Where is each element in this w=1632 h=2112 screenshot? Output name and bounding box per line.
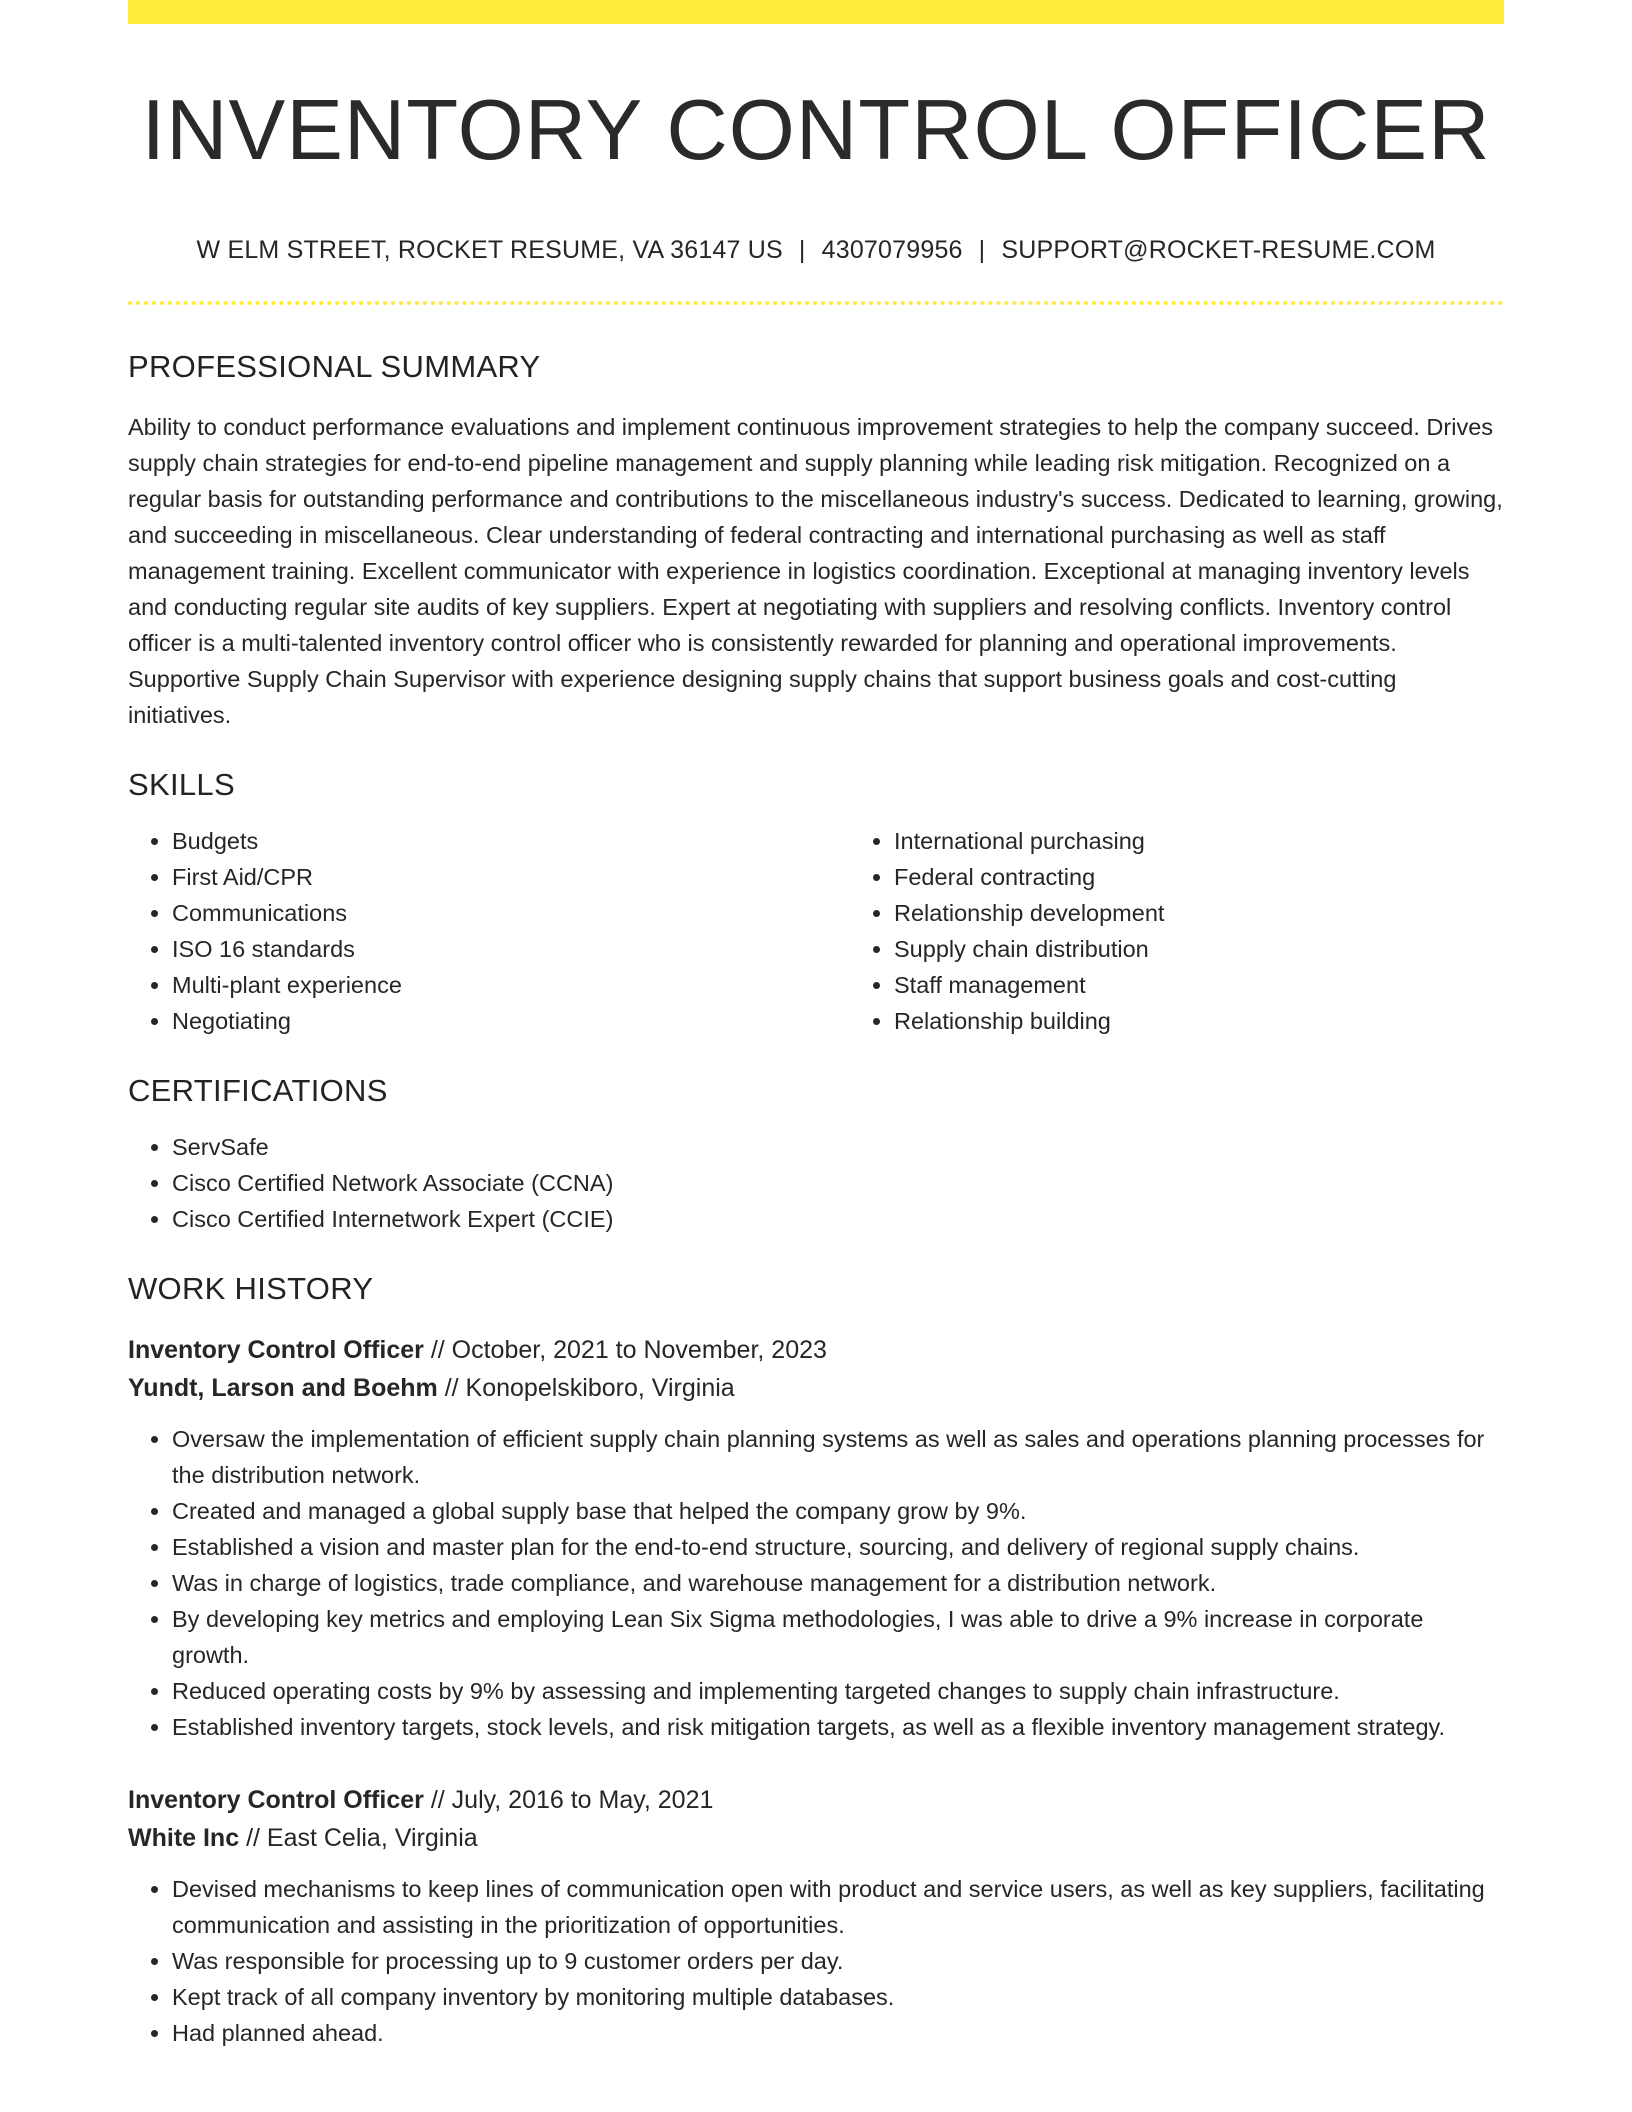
summary-heading: PROFESSIONAL SUMMARY <box>128 348 541 384</box>
contact-separator: | <box>798 235 806 264</box>
skill-item: • Communications <box>172 895 850 931</box>
skill-item: • Relationship development <box>894 895 1504 931</box>
summary-text: Ability to conduct performance evaluations and implement continuous improvement strategies to help the company succeed. Drives supply chain strategies for end-to-end pipeline management and supply planning while leading risk mitigation. Recognized on a regular basis for outstanding performance and contributions to the miscellaneous industry's success. Dedicated to learning, growing, and succeeding in miscellaneous. Clear understanding of federal contracting and international purchasing as well as staff management training. Excellent communicator with experience in logistics coordination. Exceptional at managing inventory levels and conducting regular site audits of key suppliers. Expert at negotiating with suppliers and resolving conflicts. Inventory control officer is a multi-talented inventory control officer who is consistently rewarded for planning and operational improvements. Supportive Supply Chain Supervisor with experience designing supply chains that support business goals and cost-cutting initiatives. <box>128 413 1503 728</box>
job-entry <box>128 1331 1504 1745</box>
job-title-line <box>128 1781 1504 1819</box>
accent-top-bar <box>128 0 1504 24</box>
job-bullet: • Established inventory targets, stock levels, and risk mitigation targets, as well as a flexible inventory management strategy. <box>172 1709 1504 1745</box>
certification-item: • ServSafe <box>172 1129 1504 1165</box>
job-bullets <box>128 1871 1504 2051</box>
contact-address: W ELM STREET, ROCKET RESUME, VA 36147 US <box>196 235 783 264</box>
job-title: Inventory Control Officer <box>128 1785 424 1814</box>
job-bullet: • Reduced operating costs by 9% by assessing and implementing targeted changes to supply chain infrastructure. <box>172 1673 1504 1709</box>
skill-item: • ISO 16 standards <box>172 931 850 967</box>
work-history-heading: WORK HISTORY <box>128 1270 374 1306</box>
skill-item: • Budgets <box>172 823 850 859</box>
certifications-heading: CERTIFICATIONS <box>128 1072 388 1108</box>
skill-item: • Supply chain distribution <box>894 931 1504 967</box>
contact-email: SUPPORT@ROCKET-RESUME.COM <box>1001 235 1436 264</box>
resume-name-title: INVENTORY CONTROL OFFICER <box>141 83 1491 178</box>
company-location: // Konopelskiboro, Virginia <box>444 1373 735 1402</box>
skill-item: • First Aid/CPR <box>172 859 850 895</box>
contact-phone: 4307079956 <box>821 235 963 264</box>
job-bullet: • Oversaw the implementation of efficient supply chain planning systems as well as sales and operations planning processes for the distribution network. <box>172 1421 1504 1493</box>
job-bullet: • By developing key metrics and employing Lean Six Sigma methodologies, I was able to drive a 9% increase in corporate growth. <box>172 1601 1504 1673</box>
skill-item: • International purchasing <box>894 823 1504 859</box>
dotted-divider <box>128 301 1504 305</box>
company-name: White Inc <box>128 1823 240 1852</box>
contact-separator: | <box>978 235 986 264</box>
job-entry <box>128 1781 1504 2051</box>
job-bullet: • Was responsible for processing up to 9 customer orders per day. <box>172 1943 1504 1979</box>
skills-list-left <box>128 823 850 1039</box>
job-bullet: • Was in charge of logistics, trade compliance, and warehouse management for a distribution network. <box>172 1565 1504 1601</box>
skill-item: • Staff management <box>894 967 1504 1003</box>
skill-item: • Multi-plant experience <box>172 967 850 1003</box>
certifications-list <box>128 1129 1504 1237</box>
skill-item: • Negotiating <box>172 1003 850 1039</box>
job-bullet: • Kept track of all company inventory by monitoring multiple databases. <box>172 1979 1504 2015</box>
company-line <box>128 1369 1504 1407</box>
job-title: Inventory Control Officer <box>128 1335 424 1364</box>
job-bullets <box>128 1421 1504 1745</box>
job-dates: // October, 2021 to November, 2023 <box>430 1335 827 1364</box>
skills-grid <box>128 803 1504 1039</box>
resume-page <box>128 0 1504 2051</box>
job-bullet: • Had planned ahead. <box>172 2015 1504 2051</box>
summary-section <box>128 349 1504 733</box>
job-bullet: • Devised mechanisms to keep lines of communication open with product and service users, as well as key suppliers, facilitating communication and assisting in the prioritization of opportunities. <box>172 1871 1504 1943</box>
company-name: Yundt, Larson and Boehm <box>128 1373 438 1402</box>
work-history-section <box>128 1271 1504 2051</box>
certifications-section <box>128 1073 1504 1237</box>
skill-item: • Federal contracting <box>894 859 1504 895</box>
skills-list-right <box>850 823 1504 1039</box>
company-line <box>128 1819 1504 1857</box>
job-title-line <box>128 1331 1504 1369</box>
skills-heading: SKILLS <box>128 766 235 802</box>
job-bullet: • Created and managed a global supply base that helped the company grow by 9%. <box>172 1493 1504 1529</box>
certification-item: • Cisco Certified Internetwork Expert (CCIE) <box>172 1201 1504 1237</box>
company-location: // East Celia, Virginia <box>246 1823 478 1852</box>
contact-line <box>128 236 1504 265</box>
job-dates: // July, 2016 to May, 2021 <box>430 1785 714 1814</box>
skills-section <box>128 767 1504 1039</box>
job-bullet: • Established a vision and master plan for the end-to-end structure, sourcing, and delivery of regional supply chains. <box>172 1529 1504 1565</box>
skill-item: • Relationship building <box>894 1003 1504 1039</box>
certification-item: • Cisco Certified Network Associate (CCNA) <box>172 1165 1504 1201</box>
